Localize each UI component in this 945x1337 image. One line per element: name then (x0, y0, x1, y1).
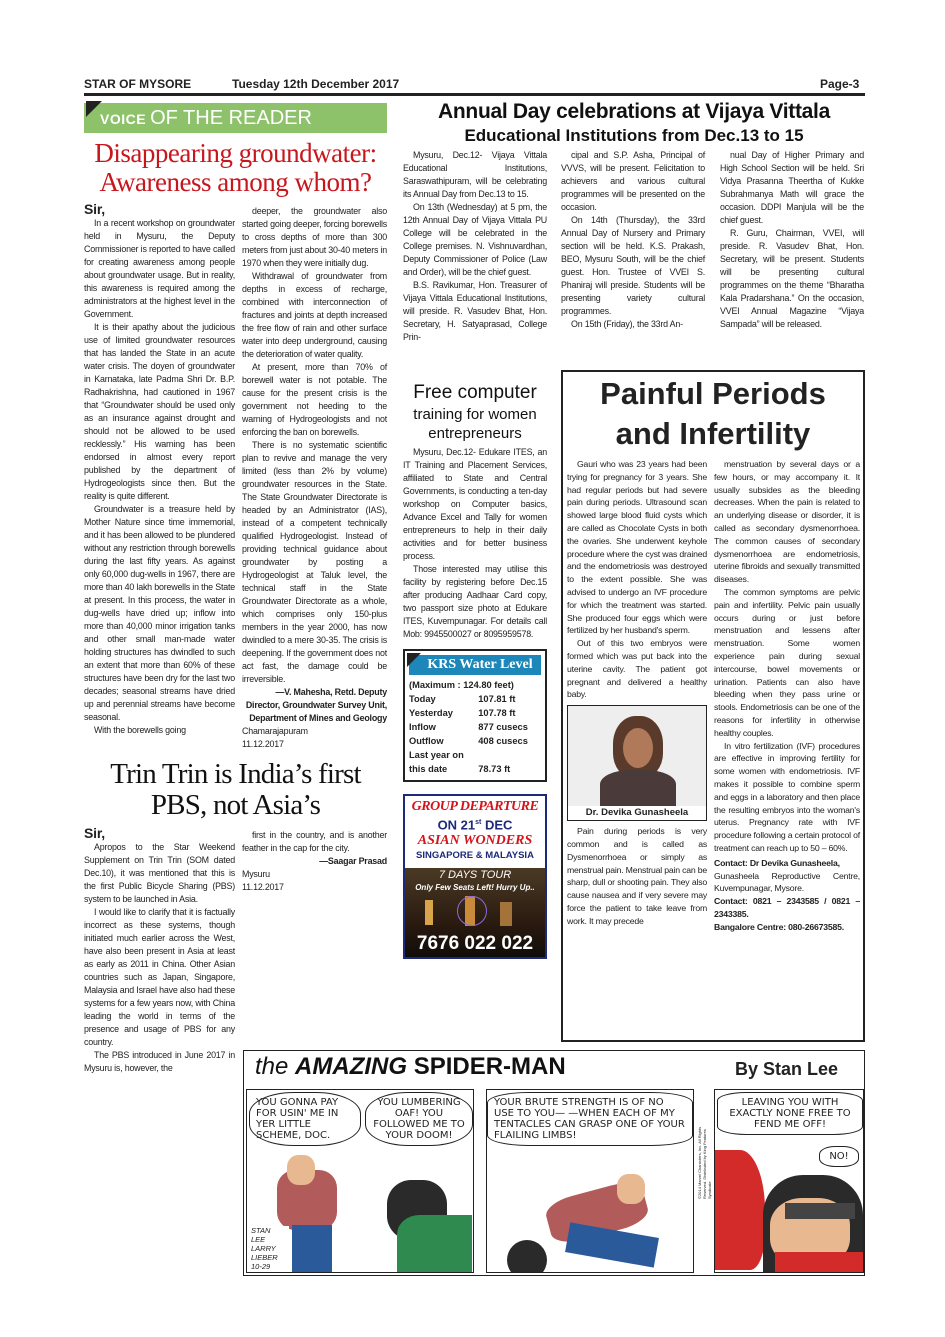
paragraph: On 14th (Thursday), the 33rd Annual Day of Nursery and Primary section will be held. K.S. Prakash, BEO, Mysuru South, will be the chief guest. Hon. Trustee of VVEI S. Phaniraj will preside. Students will be presenting variety cultural programmes. (561, 215, 705, 316)
speech-bubble: YOU GONNA PAY FOR USIN' ME IN YER LITTLE SCHEME, DOC. (249, 1092, 361, 1146)
periods-headline: Painful Periods and Infertility (600, 376, 826, 451)
paragraph: R. Guru, Chairman, VVEI, will preside. R. Vasudev Bhat, Hon. Secretary, will be present. Students will be presenting cultural programmes on the theme “Bharatha Kala Pradarshana.” On the occasion, VVEI Annual Magazine “Vijaya Sampada” will be released. (720, 228, 864, 329)
artist-signature: STAN LEE LARRY LIEBER 10-29 (251, 1226, 289, 1271)
comic-panel-2 (486, 1089, 694, 1273)
paragraph: menstruation by several days or a few hours, or may accompany it. It usually subsides as the bleeding decreases. When the pain is related to an underlying disease or disorder, it is called as secondary dysmenorrhoea. The common causes of secondary dysmenorrhoea are endometriosis, uterine fibroids and sexually transmitted diseases. (714, 459, 860, 585)
krs-row: Last year on (409, 750, 464, 760)
doctor-photo (567, 705, 707, 821)
computer-body (403, 446, 547, 641)
paragraph: It is their apathy about the judicious use of limited groundwater resources that has landed the State in an acute water crisis. The doyen of groundwater in Karnataka, late Padma Shri Dr. B.P. Radhakrishna, had cautioned in 1967 that “Groundwater should be used only as an insurance against drought and should not be allowed to be used recklessly.” His warning has been endorsed in almost every report published by the department of Hydrogeologists since then. But the reality is quite different. (84, 322, 235, 501)
letter2-col1 (84, 825, 235, 1075)
letter1-signature: —V. Mahesha, Retd. Deputy Director, Groundwater Survey Unit, Department of Mines and Geology (245, 687, 387, 723)
paragraph: Those interested may utilise this facility by registering before Dec.15 after producing Aadhaar Card copy, two passport size photo at Edukare ITES, Kuvempunagar. For details call Mob: 9945500027 or 8095959578. (403, 564, 547, 639)
speech-bubble: NO! (819, 1146, 859, 1167)
annual-col1 (403, 149, 547, 344)
banner-bold: VOICE (100, 111, 147, 127)
paragraph: The common symptoms are pelvic pain and infertility. Pelvic pain usually occurs during or just before menstruation and lessens after menstruation. Some women experience pain during sexual intercourse, bowel movements or urination. Patients can also have bleeding when they pass urine or stools. Endometriosis can be one of the reasons for infertility in otherwise healthy couples. (714, 586, 860, 738)
krs-row: Outflow 408 cusecs (409, 736, 528, 746)
letter1-date: 11.12.2017 (242, 739, 284, 749)
contact-phone: Contact: 0821 – 2343585 / 0821 – 2343385. (714, 896, 860, 919)
speech-bubble: LEAVING YOU WITH EXACTLY NONE FREE TO FEND ME OFF! (717, 1092, 863, 1135)
paragraph: The PBS introduced in June 2017 in Mysuru is, however, the (84, 1050, 235, 1073)
salutation: Sir, (84, 201, 105, 217)
speech-bubble: YOUR BRUTE STRENGTH IS OF NO USE TO YOU— —WHEN EACH OF MY TENTACLES CAN GRASP ONE OF YOUR FLAILING LIMBS! (487, 1092, 693, 1146)
letters-section (84, 139, 387, 1075)
paragraph: Withdrawal of groundwater from depths in excess of recharge, combined with interconnection of fractures and joints at depth increased the free flow of rain and other surface water into deep underground, causing the deterioration of water quality. (242, 271, 387, 359)
letter2-headline: Trin Trin is India’s first PBS, not Asia’s (110, 758, 361, 821)
comic-byline: By Stan Lee (735, 1059, 839, 1079)
periods-col1 (567, 458, 707, 701)
paragraph: Mysuru, Dec.12- Vijaya Vittala Educational Institutions, Saraswathipuram, will be celebrating its Annual Day from Dec.13 to 15. (403, 150, 547, 199)
paragraph: In vitro fertilization (IVF) procedures are effective in improving fertility for some women with endometriosis. IVF makes it possible to combine sperm and eggs in a laboratory and then place the resulting embryos into the woman's uterus. Pregnancy rate with IVF procedure following a certain protocol of treatment can reach up to 50 – 60%. (714, 740, 860, 853)
annual-col3 (720, 149, 864, 331)
periods-col1b (567, 825, 707, 927)
krs-table (409, 678, 541, 776)
comic-title: the AMAZING SPIDER-MAN (255, 1053, 566, 1080)
krs-row: Today 107.81 ft (409, 694, 516, 704)
middle-column (403, 381, 547, 959)
comic-panel-3 (714, 1089, 864, 1273)
corner-triangle-icon (86, 101, 102, 117)
krs-maximum: (Maximum : 124.80 feet) (409, 680, 514, 690)
krs-row: Inflow 877 cusecs (409, 722, 528, 732)
letter2-date: 11.12.2017 (242, 882, 284, 892)
paragraph: I would like to clarify that it is factually incorrect as these systems, though initiated much earlier across the West, have also been present in Asia at least as early as 2011 in China. Other Asian countries such as Japan, Singapore, Malaysia and Israel have also had these systems for a few years now, with China leading the world in terms of the presence and usage of PBS for any country. (84, 907, 235, 1047)
periods-col2 (714, 458, 860, 933)
letter1-headline: Disappearing groundwater: Awareness among whom? (94, 138, 377, 197)
contact-address: Gunasheela Reproductive Centre, Kuvempunagar, Mysore. (714, 870, 860, 894)
paragraph: Out of this two embryos were formed which was put back into the uterine cavity. The patient got pregnant and delivered a healthy baby. (567, 638, 707, 700)
letter2-col2 (242, 829, 387, 894)
city-skyline-image: 7 DAYS TOUR Only Few Seats Left! Hurry Up.. 7676 022 022 (405, 868, 545, 959)
krs-row: this date 78.73 ft (409, 764, 511, 774)
section-banner (84, 103, 387, 133)
paragraph: Groundwater is a treasure held by Mother Nature since time immemorial, and it has been allowed to be plundered without any restriction through borewells during the last fifty years. As against only 60,000 dug-wells in 1967, there are more than 40 lakh borewells in the State at present. In this process, the water in dug-wells have dried up; inflow into more than 40,000 minor irrigation tanks and other small man-made water holding structures has dwindled to such an extent that more than 60% of these structures have been dry for the last two decades; seasonal streams have dried up and perennial streams have become seasonal. (84, 504, 235, 722)
letter1-col2 (242, 205, 387, 751)
letter2-signature: —Saagar Prasad (319, 856, 387, 866)
paragraph: Pain during periods is very common and is called as Dysmenorrhoea or simply as menstrual pain. Menstrual pain can be sharp, dull or shooting pain. They also cause nausea and if very severe may force the patient to take leave from work. It may precede (567, 826, 707, 926)
annual-col2 (561, 149, 705, 331)
paragraph: deeper, the groundwater also started going deeper, forcing borewells to cross depths of more than 300 meters from just about 30-40 meters in 1970 when they were initially dug. (242, 206, 387, 268)
salutation: Sir, (84, 825, 105, 841)
paragraph: There is no systematic scientific plan to revive and manage the very limited (less than 2% by volume) groundwater resources in the State. The State Groundwater Directorate is headed by an Administrator (IAS), instead of a competent technically qualified Hydrogeologist. Instead of providing technical guidance about groundwater by posting a Hydrogeologist at Taluk level, the technical staff in the State Groundwater Directorate as a whole, which comprises only 150-plus members in the year 2000, has now dwindled to a mere 30-35. The crisis is deepening. If the government does not act fast, the damage could be irreversible. (242, 440, 387, 684)
paragraph: Mysuru, Dec.12- Edukare ITES, an IT Training and Placement Services, affiliated to State and Central Governments, is conducting a ten-day workshop on Computer basics, Advance Excel and Tally for women entrepreneurs to help in their daily activities and for better business process. (403, 447, 547, 561)
paragraph: With the borewells going (94, 725, 186, 735)
letter2-place: Mysuru (242, 869, 270, 879)
paragraph: cipal and S.P. Asha, Principal of VVVS, will be present. Felicitation to achievers and various cultural programmes will be presented on the occasion. (561, 150, 705, 212)
photo-caption: Dr. Devika Gunasheela (568, 806, 706, 820)
paragraph: Gauri who was 23 years had been trying for pregnancy for 3 years. She had regular periods but had severe pain during periods. Ultrasound scan showed large blood fluid cysts which are called as Chocolate Cysts in both the ovaries. She underwent keyhole procedure where the cyst was drained and the endometriosis was destroyed to the extent possible. She was advised to undergo an IVF procedure for which the treatment was started. She produced four eggs which were fertilized by her husband's sperm. (567, 459, 707, 636)
letter1-col1 (84, 201, 235, 737)
paper-name: STAR OF MYSORE (84, 77, 192, 91)
periods-col1-wrap (567, 458, 707, 928)
paragraph: On 13th (Wednesday) at 5 pm, the 12th Annual Day of Vijaya Vittala PU College will be celebrated in the College premises. N. Vishnuvardhan, Deputy Commissioner of Police (Law and Order), will be the chief guest. (403, 202, 547, 277)
krs-water-box (403, 649, 547, 782)
contact-name: Contact: Dr Devika Gunasheela, (714, 857, 840, 868)
paragraph: Apropos to the Star Weekend Supplement on Trin Trin (SOM dated Dec.10), it was mentioned that this is the first Public Bicycle Sharing (PBS) system to be launched in Asia. (84, 842, 235, 904)
paragraph: On 15th (Friday), the 33rd An- (571, 319, 683, 329)
tour-advertisement[interactable]: GROUP DEPARTURE ON 21st DEC ASIAN WONDERS SINGAPORE & MALAYSIA 7 DAYS TOUR Only Few Seats Left! Hurry Up.. 7676 022 022 (403, 794, 547, 959)
banner-label: OF THE READER (150, 107, 312, 129)
issue-date: Tuesday 12th December 2017 (232, 77, 400, 91)
corner-triangle-icon (407, 653, 421, 667)
paragraph: At present, more than 70% of borewell water is not potable. The cause for the present crisis is the government not heeding to the warning of Hydrogeologists and not enforcing the ban on borewells. (242, 362, 387, 437)
paragraph: B.S. Ravikumar, Hon. Treasurer of Vijaya Vittala Educational Institutions, will preside. R. Vasudev Bhat, Hon. Secretary, H. Satyaprasad, College Prin- (403, 280, 547, 342)
paragraph: first in the country, and is another feather in the cap for the city. (242, 830, 387, 853)
speech-bubble: YOU LUMBERING OAF! YOU FOLLOWED ME TO YOUR DOOM! (365, 1092, 473, 1146)
page-number: Page-3 (820, 77, 860, 91)
krs-title: KRS Water Level (409, 655, 541, 675)
paragraph: nual Day of Higher Primary and High School Section will be held. Sri Vidya Prasanna Theertha of Kukke Subrahmanya Math will grace the occasion. DDPI Manjula will be the chief guest. (720, 150, 864, 225)
header-rule (84, 93, 865, 96)
computer-headline: Free computer training for women entrepreneurs (413, 382, 537, 442)
contact-bangalore: Bangalore Centre: 080-26673585. (714, 921, 844, 932)
letter1-place: Chamarajapuram (242, 726, 308, 736)
ad-phone: 7676 022 022 (416, 933, 534, 954)
copyright-notice: ©2014 Marvel Characters, Inc. All Rights Reserved. Distributed by King Features Syndicate (697, 1126, 712, 1199)
paragraph: In a recent workshop on groundwater held in Mysuru, the Deputy Commissioner is reported to have called for creating awareness among people about groundwater usage. But in reality, this awareness is required among the administrators at the highest level in the Government. (84, 218, 235, 319)
annual-headline: Annual Day celebrations at Vijaya Vittala Educational Institutions from Dec.13 to 15 (438, 100, 830, 145)
krs-row: Yesterday 107.78 ft (409, 708, 516, 718)
comic-panel-1 (246, 1089, 474, 1273)
